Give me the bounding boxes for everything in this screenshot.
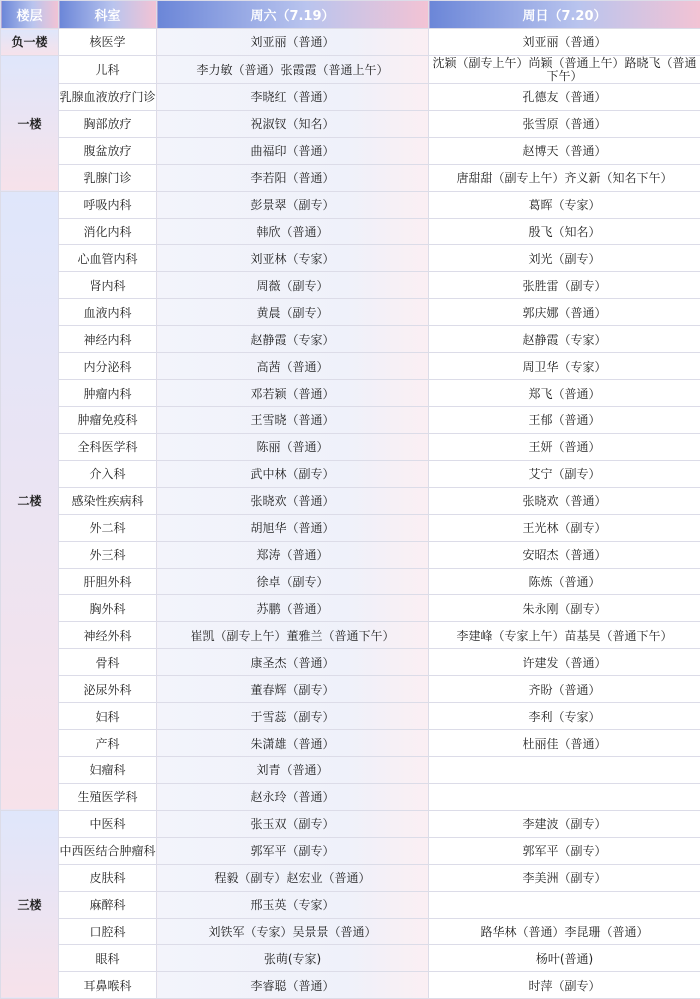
saturday-cell: 崔凯（副专上午）董雅兰（普通下午） [157, 622, 429, 649]
table-row [1, 487, 700, 514]
sunday-cell: 陈炼（普通） [429, 568, 700, 595]
sunday-cell: 唐甜甜（副专上午）齐义新（知名下午） [429, 164, 700, 191]
dept-cell: 核医学 [59, 29, 157, 56]
sunday-cell: 刘亚丽（普通） [429, 29, 700, 56]
saturday-cell: 李晓红（普通） [157, 83, 429, 110]
floor-cell: 一楼 [1, 55, 59, 191]
table-row [1, 433, 700, 460]
table-row [1, 218, 700, 245]
sunday-cell: 路华林（普通）李昆珊（普通） [429, 918, 700, 945]
dept-cell: 胸外科 [59, 595, 157, 622]
saturday-cell: 郭军平（副专） [157, 837, 429, 864]
sunday-cell: 葛晖（专家） [429, 191, 700, 218]
sunday-cell: 王妍（普通） [429, 433, 700, 460]
dept-cell: 骨科 [59, 649, 157, 676]
sunday-cell: 李利（专家） [429, 703, 700, 730]
table-row [1, 568, 700, 595]
sunday-cell: 王光林（副专） [429, 514, 700, 541]
sunday-cell: 赵博天（普通） [429, 137, 700, 164]
saturday-cell: 周薇（副专） [157, 272, 429, 299]
table-row [1, 137, 700, 164]
table-row [1, 810, 700, 837]
table-row [1, 756, 700, 783]
dept-cell: 肝胆外科 [59, 568, 157, 595]
saturday-cell: 李睿聪（普通） [157, 972, 429, 999]
table-row [1, 83, 700, 110]
sunday-cell: 周卫华（专家） [429, 353, 700, 380]
saturday-cell: 徐卓（副专） [157, 568, 429, 595]
dept-cell: 全科医学科 [59, 433, 157, 460]
saturday-cell: 邢玉英（专家） [157, 891, 429, 918]
dept-cell: 肿瘤免疫科 [59, 406, 157, 433]
header-floor: 楼层 [1, 1, 59, 29]
dept-cell: 麻醉科 [59, 891, 157, 918]
dept-cell: 神经外科 [59, 622, 157, 649]
table-row [1, 406, 700, 433]
dept-cell: 眼科 [59, 945, 157, 972]
sunday-cell: 李建波（副专） [429, 810, 700, 837]
dept-cell: 妇科 [59, 703, 157, 730]
dept-cell: 耳鼻喉科 [59, 972, 157, 999]
dept-cell: 乳腺血液放疗门诊 [59, 83, 157, 110]
table-row [1, 272, 700, 299]
table-row [1, 945, 700, 972]
dept-cell: 中西医结合肿瘤科 [59, 837, 157, 864]
sunday-cell: 郭庆娜（普通） [429, 299, 700, 326]
table-row [1, 299, 700, 326]
saturday-cell: 李力敏（普通）张霞霞（普通上午） [157, 55, 429, 83]
dept-cell: 产科 [59, 730, 157, 757]
dept-cell: 妇瘤科 [59, 756, 157, 783]
table-row [1, 649, 700, 676]
dept-cell: 内分泌科 [59, 353, 157, 380]
sunday-cell [429, 891, 700, 918]
saturday-cell: 张萌(专家) [157, 945, 429, 972]
saturday-cell: 黄晨（副专） [157, 299, 429, 326]
sunday-cell: 郭军平（副专） [429, 837, 700, 864]
sunday-cell-text: 沈颖（副专上午）尚颖（普通上午）路晓飞（普通下午） [429, 56, 700, 83]
table-row [1, 622, 700, 649]
sunday-cell: 王郁（普通） [429, 406, 700, 433]
dept-cell: 外三科 [59, 541, 157, 568]
dept-cell: 感染性疾病科 [59, 487, 157, 514]
table-row [1, 864, 700, 891]
sunday-cell: 许建发（普通） [429, 649, 700, 676]
saturday-cell: 朱潇雄（普通） [157, 730, 429, 757]
sunday-cell: 刘光（副专） [429, 245, 700, 272]
table-row [1, 891, 700, 918]
sunday-cell: 李建峰（专家上午）苗基昊（普通下午） [429, 622, 700, 649]
table-row [1, 514, 700, 541]
header-sunday: 周日（7.20） [429, 1, 700, 29]
saturday-cell: 苏鹏（普通） [157, 595, 429, 622]
dept-cell: 腹盆放疗 [59, 137, 157, 164]
table-row [1, 164, 700, 191]
table-row [1, 380, 700, 407]
header-row [1, 1, 700, 29]
saturday-cell: 韩欣（普通） [157, 218, 429, 245]
saturday-cell: 彭景翠（副专） [157, 191, 429, 218]
dept-cell: 神经内科 [59, 326, 157, 353]
saturday-cell: 张玉双（副专） [157, 810, 429, 837]
dept-cell: 消化内科 [59, 218, 157, 245]
saturday-cell: 武中林（副专） [157, 460, 429, 487]
saturday-cell: 王雪晓（普通） [157, 406, 429, 433]
table-row [1, 353, 700, 380]
dept-cell: 介入科 [59, 460, 157, 487]
header-department: 科室 [59, 1, 157, 29]
table-row [1, 703, 700, 730]
saturday-cell: 董春辉（副专） [157, 676, 429, 703]
table-row [1, 730, 700, 757]
table-row [1, 55, 700, 83]
saturday-cell: 康圣杰（普通） [157, 649, 429, 676]
floor-cell: 三楼 [1, 810, 59, 998]
header-saturday: 周六（7.19） [157, 1, 429, 29]
saturday-cell: 曲福印（普通） [157, 137, 429, 164]
table-row [1, 837, 700, 864]
saturday-cell: 刘亚丽（普通） [157, 29, 429, 56]
dept-cell: 乳腺门诊 [59, 164, 157, 191]
floor-cell: 二楼 [1, 191, 59, 810]
table-row [1, 918, 700, 945]
saturday-cell: 刘铁军（专家）吴景景（普通） [157, 918, 429, 945]
saturday-cell: 于雪蕊（副专） [157, 703, 429, 730]
table-row [1, 326, 700, 353]
sunday-cell [429, 783, 700, 810]
saturday-cell: 胡旭华（普通） [157, 514, 429, 541]
table-row [1, 783, 700, 810]
dept-cell: 外二科 [59, 514, 157, 541]
saturday-cell: 郑涛（普通） [157, 541, 429, 568]
sunday-cell: 杨叶(普通) [429, 945, 700, 972]
sunday-cell: 张雪原（普通） [429, 110, 700, 137]
sunday-cell: 朱永刚（副专） [429, 595, 700, 622]
saturday-cell: 刘亚林（专家） [157, 245, 429, 272]
dept-cell: 肿瘤内科 [59, 380, 157, 407]
dept-cell: 肾内科 [59, 272, 157, 299]
sunday-cell: 张胜雷（副专） [429, 272, 700, 299]
saturday-cell: 祝淑钗（知名） [157, 110, 429, 137]
saturday-cell: 赵静霞（专家） [157, 326, 429, 353]
sunday-cell: 孔德友（普通） [429, 83, 700, 110]
saturday-cell: 李若阳（普通） [157, 164, 429, 191]
sunday-cell [429, 756, 700, 783]
table-row [1, 191, 700, 218]
saturday-cell: 陈丽（普通） [157, 433, 429, 460]
sunday-cell: 杜丽佳（普通） [429, 730, 700, 757]
table-row [1, 245, 700, 272]
dept-cell: 生殖医学科 [59, 783, 157, 810]
dept-cell: 儿科 [59, 55, 157, 83]
saturday-cell: 赵永玲（普通） [157, 783, 429, 810]
saturday-cell: 张晓欢（普通） [157, 487, 429, 514]
table-row [1, 972, 700, 999]
dept-cell: 呼吸内科 [59, 191, 157, 218]
saturday-cell: 刘青（普通） [157, 756, 429, 783]
table-row [1, 676, 700, 703]
dept-cell: 口腔科 [59, 918, 157, 945]
table-row [1, 541, 700, 568]
sunday-cell: 张晓欢（普通） [429, 487, 700, 514]
saturday-cell: 高茜（普通） [157, 353, 429, 380]
sunday-cell: 齐盼（普通） [429, 676, 700, 703]
dept-cell: 血液内科 [59, 299, 157, 326]
table-row [1, 460, 700, 487]
dept-cell: 心血管内科 [59, 245, 157, 272]
sunday-cell: 时萍（副专） [429, 972, 700, 999]
sunday-cell: 安昭杰（普通） [429, 541, 700, 568]
floor-cell: 负一楼 [1, 29, 59, 56]
saturday-cell: 邓若颖（普通） [157, 380, 429, 407]
table-row [1, 110, 700, 137]
dept-cell: 中医科 [59, 810, 157, 837]
sunday-cell: 李美洲（副专） [429, 864, 700, 891]
sunday-cell: 郑飞（普通） [429, 380, 700, 407]
dept-cell: 皮肤科 [59, 864, 157, 891]
sunday-cell: 殷飞（知名） [429, 218, 700, 245]
sunday-cell: 艾宁（副专） [429, 460, 700, 487]
sunday-cell [429, 55, 700, 83]
saturday-cell: 程毅（副专）赵宏业（普通） [157, 864, 429, 891]
dept-cell: 胸部放疗 [59, 110, 157, 137]
sunday-cell: 赵静霞（专家） [429, 326, 700, 353]
table-row [1, 595, 700, 622]
dept-cell: 泌尿外科 [59, 676, 157, 703]
table-row [1, 29, 700, 56]
